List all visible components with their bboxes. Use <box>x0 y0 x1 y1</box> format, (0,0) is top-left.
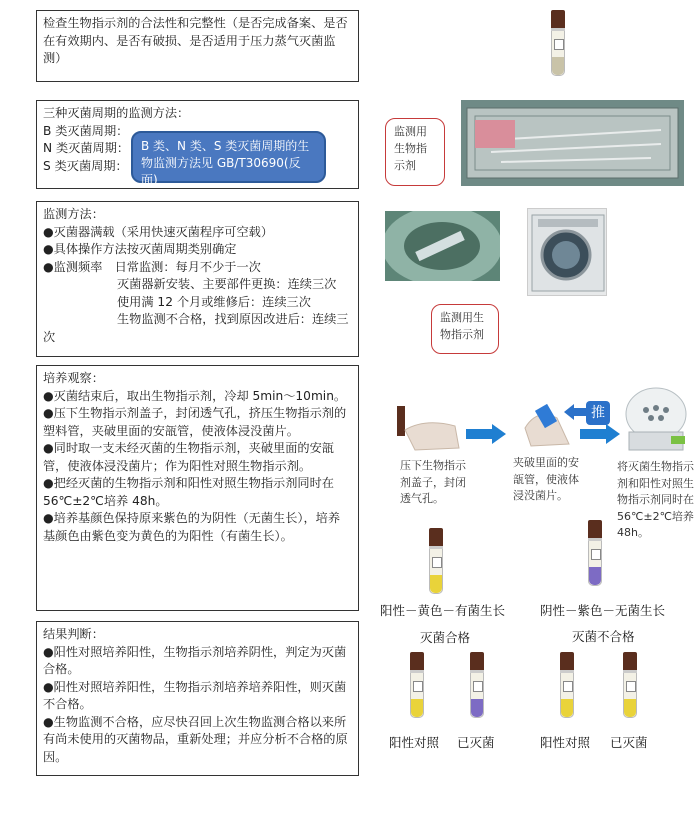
monitor-sub-1: 灭菌器新安装、主要部件更换：连续三次 <box>117 277 337 291</box>
culture-item-2: ●压下生物指示剂盖子，封闭透气孔，挤压生物指示剂的塑料管，夹破里面的安瓿管，使液体浸没菌片。 <box>43 406 347 438</box>
culture-item-3: ●同时取一支未经灭菌的生物指示剂，夹破里面的安瓿管，使液体浸没菌片；作为阳性对照生物指示剂。 <box>43 441 334 473</box>
fail-title: 灭菌不合格 <box>572 629 635 644</box>
step2-caption <box>513 455 587 505</box>
push-badge-text: 推 <box>591 405 605 421</box>
culture-box <box>36 365 359 611</box>
monitor-item-2: ●具体操作方法按灭菌周期类别确定 <box>43 242 237 256</box>
method-pill <box>131 131 326 187</box>
monitor-tail: 次 <box>43 329 56 344</box>
incubator-photo <box>621 380 691 458</box>
negative-label: 阴性－紫色－无菌生长 <box>540 603 666 618</box>
monitor-item-1: ●灭菌器满载（采用快速灭菌程序可空载） <box>43 224 274 239</box>
culture-item-5: ●培养基颜色保持原来紫色的为阴性（无菌生长），培养基颜色由紫色变为黄色的为阳性（有菌生长）。 <box>43 511 341 543</box>
positive-tube-image <box>429 528 443 594</box>
cycle-b-label: B 类灭菌周期： <box>43 123 129 138</box>
chamber-callout-text: 监测用生物指示剂 <box>440 311 484 341</box>
result-box <box>36 621 359 776</box>
pass-sterilized-tube <box>470 652 484 718</box>
step3-caption-text: 将灭菌生物指示剂和阳性对照生物指示剂同时在 56℃±2℃培养 48h。 <box>617 460 694 539</box>
step1-caption-text: 压下生物指示剂盖子，封闭透气孔。 <box>400 459 466 505</box>
step2-arrow <box>580 424 620 444</box>
method-title: 三种灭菌周期的监测方法： <box>43 106 190 120</box>
push-badge <box>586 401 610 425</box>
culture-item-4: ●把经灭菌的生物指示剂和阳性对照生物指示剂同时在 56℃±2℃培养 48h。 <box>43 476 334 508</box>
tray-graphic <box>461 100 684 186</box>
fail-control-label: 阳性对照 <box>540 735 591 750</box>
pass-control-tube <box>410 652 424 718</box>
monitor-sub-2: 使用满 12 个月或维修后：连续三次 <box>117 294 311 309</box>
step2-caption-text: 夹破里面的安瓿管，使液体浸没菌片。 <box>513 456 579 502</box>
cycle-n-label: N 类灭菌周期： <box>43 141 130 155</box>
result-title: 结果判断： <box>43 627 104 641</box>
monitor-sub-3: 生物监测不合格，找到原因改进后：连续三 <box>117 312 349 326</box>
positive-label: 阳性－黄色－有菌生长 <box>380 603 506 618</box>
cycle-s-label: S 类灭菌周期： <box>43 158 128 173</box>
negative-tube-image <box>588 520 602 586</box>
result-item-1: ●阳性对照培养阳性，生物指示剂培养阴性，判定为灭菌合格。 <box>43 644 347 676</box>
fail-sterilized-tube <box>623 652 637 718</box>
method-pill-text: B 类、N 类、S 类灭菌周期的生物监测方法见 GB/T30690(反面) <box>141 139 310 187</box>
sterilizer-graphic <box>528 209 607 296</box>
chamber-interior-photo <box>385 211 500 281</box>
instrument-tray-photo <box>461 100 684 186</box>
chamber-callout <box>431 304 499 354</box>
culture-title: 培养观察： <box>43 371 104 385</box>
step1-graphic <box>385 400 463 452</box>
tray-callout-text: 监测用生物指示剂 <box>394 125 427 172</box>
culture-item-1: ●灭菌结束后，取出生物指示剂，冷却 5min～10min。 <box>43 388 347 403</box>
result-item-3: ●生物监测不合格，应尽快召回上次生物监测合格以来所有尚未使用的灭菌物品，重新处理；并应分析不合格的原因。 <box>43 714 348 764</box>
step1-press-photo <box>385 400 463 452</box>
pass-sterilized-label: 已灭菌 <box>457 735 495 750</box>
monitor-item-3: ●监测频率 日常监测：每月不少于一次 <box>43 259 261 274</box>
sterilizer-machine-photo <box>527 208 607 296</box>
pass-title: 灭菌合格 <box>420 630 471 645</box>
monitor-title: 监测方法： <box>43 207 104 221</box>
step1-caption <box>400 458 474 508</box>
incubator-graphic <box>621 380 691 458</box>
push-arrow <box>564 404 586 420</box>
step1-arrow <box>466 424 506 444</box>
chamber-interior-graphic <box>385 211 500 281</box>
check-box <box>36 10 359 82</box>
tray-callout <box>385 118 445 186</box>
pass-control-label: 阳性对照 <box>389 735 440 750</box>
step3-caption <box>617 459 695 542</box>
monitor-box <box>36 201 359 357</box>
fail-control-tube <box>560 652 574 718</box>
check-text: 检查生物指示剂的合法性和完整性（是否完成备案、是否在有效期内、是否有破损、是否适用于压力蒸气灭菌监测） <box>43 16 348 65</box>
fail-sterilized-label: 已灭菌 <box>610 735 648 750</box>
indicator-tube-image <box>551 10 565 76</box>
result-item-2: ●阳性对照培养阳性，生物指示剂培养培养阳性，则灭菌不合格。 <box>43 679 347 711</box>
